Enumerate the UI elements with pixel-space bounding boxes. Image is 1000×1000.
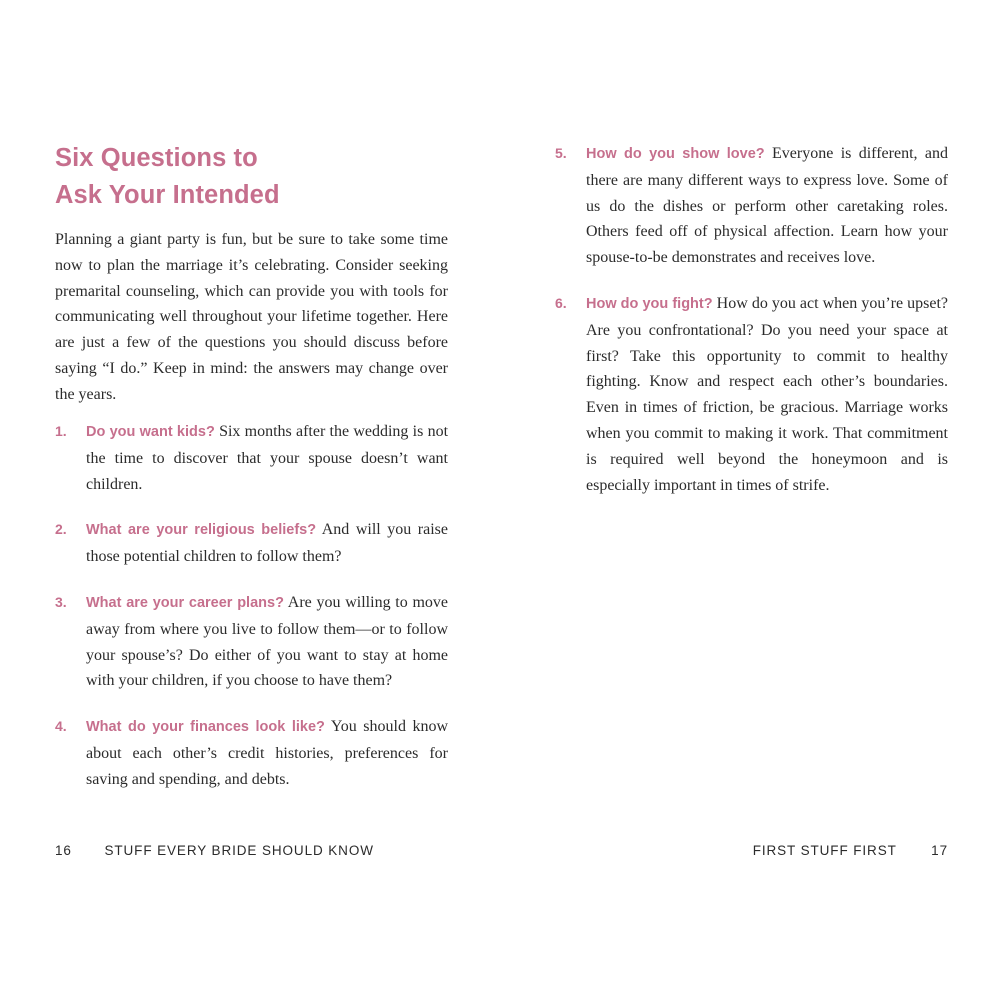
question-label: What do your finances look like? [86, 719, 325, 736]
question-text: Everyone is different, and there are many different ways to express love. Some of us do the dishes or perform other caretaking roles. Others feed off of physical affection. Learn how your spouse-to-be demonstrates and receives love. [586, 145, 948, 267]
question-number: 5. [555, 145, 567, 161]
section-heading [55, 140, 280, 214]
question-number: 2. [55, 521, 67, 538]
footer-right [753, 843, 948, 858]
question-item-5 [555, 141, 948, 271]
question-label: How do you fight? [586, 295, 713, 312]
running-title-right: FIRST STUFF FIRST [752, 843, 897, 858]
page-number-left: 16 [55, 843, 72, 858]
page-number-right: 17 [931, 843, 948, 858]
question-label: What are your religious beliefs? [86, 522, 317, 539]
question-item-6 [555, 291, 948, 498]
question-text: Are you willing to move away from where you live to follow them—or to follow your spouse’s? Do either of you want to stay at home with your children, if you choose to have them? [86, 593, 449, 690]
question-number: 4. [55, 718, 67, 735]
running-title-left: STUFF EVERY BRIDE SHOULD KNOW [104, 843, 374, 858]
question-item-3 [55, 590, 448, 694]
question-number: 6. [555, 294, 567, 311]
question-text: How do you act when you’re upset? Are you confrontational? Do you need your space at first? Take this opportunity to commit to healthy fighting. Know and respect each other’s boundaries. Even in times of friction, be gracious. Marriage works when you commit to making it work. That commitment is required well beyond the honeymoon and is especially important in times of strife. [586, 294, 949, 494]
question-number: 3. [55, 593, 67, 610]
section-heading-line-2: Ask Your Intended [55, 181, 280, 209]
question-label: Do you want kids? [86, 424, 215, 440]
section-heading-line-1: Six Questions to [55, 144, 258, 172]
question-text: You should know about each other’s credit histories, preferences for saving and spending, and debts. [86, 718, 448, 788]
question-label: How do you show love? [586, 146, 765, 162]
question-item-2 [55, 517, 448, 570]
question-text: Six months after the wedding is not the time to discover that your spouse doesn’t want children. [86, 423, 449, 493]
question-list-left [55, 419, 448, 813]
question-item-1 [55, 419, 448, 497]
question-number: 1. [55, 423, 67, 439]
footer-left [55, 843, 374, 858]
question-item-4 [55, 714, 448, 792]
intro-paragraph: Planning a giant party is fun, but be sure to take some time now to plan the marriage it’s celebrating. Consider seeking premarital counseling, which can provide you with tools for communicating well throughout your lifetime together. Here are just a few of the questions you should discuss before saying “I do.” Keep in mind: the answers may change over the years. [55, 231, 448, 403]
question-text: And will you raise those potential children to follow them? [86, 521, 448, 566]
question-label: What are your career plans? [86, 594, 284, 611]
question-list-right [555, 141, 948, 518]
